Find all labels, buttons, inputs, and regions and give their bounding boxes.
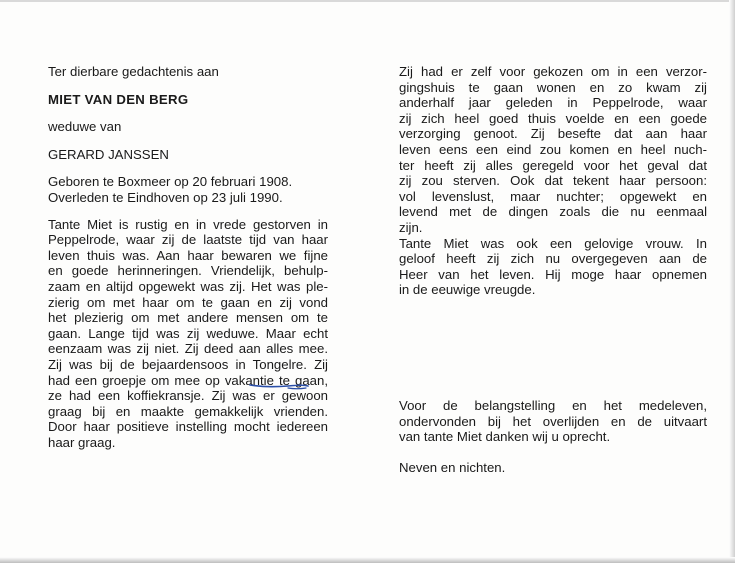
faith-paragraph [399, 236, 707, 298]
paragraph-line: zij zou sterven. Ook dat tekent haar persoon: [399, 173, 707, 189]
paragraph-line: Tante Miet was ook een gelovige vrouw. In [399, 235, 707, 251]
paragraph-line: Zij had er zelf voor gekozen om in een verzor- [399, 64, 707, 79]
paragraph-line: Heer van het leven. Hij moge haar opnemen [399, 266, 707, 282]
signature-block [399, 460, 707, 476]
paragraph-line: zierig om met haar om te gaan en zij vond [48, 294, 328, 310]
paragraph-line: ze had een koffiekransje. Zij was er gewoon [48, 388, 328, 404]
left-column [48, 64, 328, 450]
paragraph-line: Door haar positieve instelling mocht iedereen [48, 419, 328, 435]
paragraph-line: in de eeuwige vreugde. [399, 282, 536, 298]
paragraph-line: verzorging genoot. Zij besefte dat aan haar [399, 126, 707, 142]
intro-text: Ter dierbare gedachtenis aan [48, 64, 219, 79]
death-line: Overleden te Eindhoven op 23 juli 1990. [48, 189, 283, 205]
paragraph-line: leven thuis was. Aan haar bewaren we fijne [48, 247, 328, 263]
paragraph-line: gaan. Lange tijd was zij weduwe. Maar echt [48, 325, 328, 341]
card-edge-right [729, 0, 735, 563]
paragraph-line: geloof heeft zij zich nu overgegeven aan de [399, 251, 707, 267]
deceased-name: MIET VAN DEN BERG [48, 91, 189, 107]
paragraph-line: eenzaam was zij niet. Zij deed aan alles mee. [48, 341, 328, 357]
birth-line: Geboren te Boxmeer op 20 februari 1908. [48, 174, 293, 190]
paragraph-line: ter heeft zij alles geregeld voor het geval dat [399, 157, 707, 173]
paragraph-line: levend met de dingen zoals die nu eenmaal [399, 204, 707, 220]
paragraph-line: Voor de belangstelling en het medeleven, [399, 398, 707, 413]
paragraph-line: ondervonden bij het overlijden en de uitvaart [399, 413, 707, 429]
paragraph-line: en goede herinneringen. Vriendelijk, behulp- [48, 263, 328, 279]
paragraph-line: gingshuis te gaan wonen en zo kwam zij [399, 79, 707, 95]
paragraph-line: anderhalf jaar geleden in Peppelrode, waar [399, 95, 707, 111]
right-column [399, 64, 707, 298]
signature-text: Neven en nichten. [399, 460, 506, 475]
paragraph-line: leven eens een eind zou komen en heel nuch- [399, 141, 707, 157]
paragraph-line: Peppelrode, waar zij de laatste tijd van haar [48, 232, 328, 248]
card-edge-top [0, 0, 735, 2]
paragraph-line: zij zich heel goed thuis voelde en een goede [399, 110, 707, 126]
paragraph-line: haar graag. [48, 434, 116, 450]
paragraph-line: het plezierig om met andere mensen om te [48, 310, 328, 326]
paragraph-line: zaam en altijd opgewekt was zij. Het was ple- [48, 278, 328, 294]
paragraph-line: zijn. [399, 219, 423, 235]
care-home-paragraph [399, 64, 707, 236]
husband-name: GERARD JANSSEN [48, 146, 169, 162]
card-edge-bottom [0, 557, 735, 563]
paragraph-line: Tante Miet is rustig en in vrede gestorven in [48, 216, 328, 232]
paragraph-line: had een groepje om mee op vakantie te gaan, [48, 372, 328, 388]
widow-of-text: weduwe van [48, 119, 122, 135]
life-paragraph [48, 217, 328, 451]
paragraph-line: vol levenslust, maar nuchter; opgewekt en [399, 188, 707, 204]
paragraph-line: van tante Miet danken wij u oprecht. [399, 429, 611, 445]
thanks-paragraph [399, 398, 707, 445]
paragraph-line: Zij was bij de bejaardensoos in Tongelre. Zij [48, 356, 328, 372]
paragraph-line: graag bij en maakte gemakkelijk vrienden. [48, 403, 328, 419]
